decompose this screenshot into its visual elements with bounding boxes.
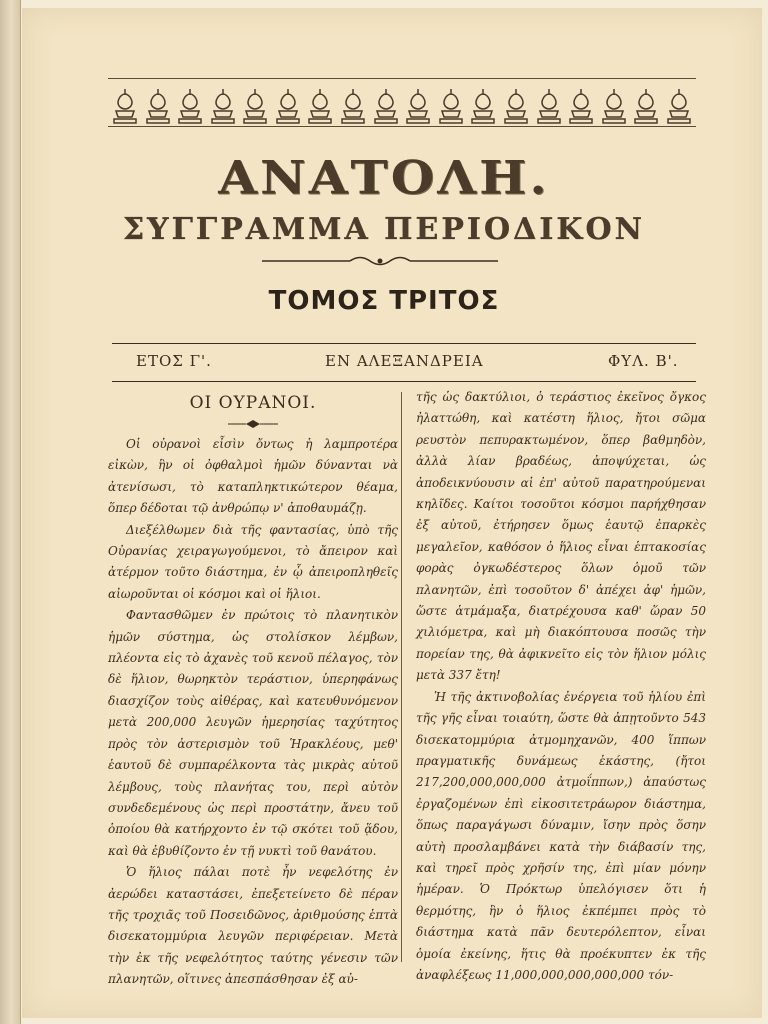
ornament-motif-icon [601,87,627,125]
article-column-left [108,434,398,991]
ornament-motif-icon [405,87,431,125]
ornament-motif-icon [145,87,171,125]
ornament-motif-icon [242,87,268,125]
bottom-ornament-rule [108,126,696,127]
ornament-motif-icon [340,87,366,125]
ornament-motif-icon [633,87,659,125]
ornament-motif-icon [438,87,464,125]
issue-year: ΕΤΟΣ Γ'. [136,352,212,370]
ornament-motif-icon [275,87,301,125]
article-paragraph: τῆς ὡς δακτύλιοι, ὁ τεράστιος ἐκεῖνος ὄγκος ἠλαττώθη, καὶ κατέστη ἥλιος, ἤτοι σῶμα ρευστὸν πεπυρακτωμένον, ὅπερ βαθμηδὸν, ἀλλὰ λίαν βραδέως, ἀποψύχεται, ὡς ἀποδεικνύουσιν αἱ ἐπ' αὐτοῦ παρατηρούμεναι κηλῖδες. Καίτοι τοσοῦτοι κόσμοι παρήχθησαν ἐξ αὐτοῦ, ἐτήρησεν ὅμως ἑαυτῷ ἐπαρκὲς μεγαλεῖον, καθόσον ὁ ἥλιος εἶναι ἑπτακοσίας φορὰς ὀγκωδέστερος ὅλων ὁμοῦ τῶν πλανητῶν, ἐπὶ τοσοῦτον δ' ἀπέχει ἀφ' ἡμῶν, ὥστε ἁτμάμαξα, διατρέχουσα καθ' ὥραν 50 χιλιόμετρα, καὶ μὴ διακόπτουσα ποσῶς τὴν πορείαν της, θὰ ἀφικνεῖτο εἰς τὸν ἥλιον μόλις μετὰ 337 ἔτη! [416,390,706,683]
journal-subtitle: ΣΥΓΓΡΑΜΜΑ ΠΕΡΙΟΔΙΚΟΝ [122,212,646,247]
info-top-rule [112,343,696,344]
column-divider [401,392,402,962]
ornament-motif-icon [112,87,138,125]
ornament-motif-icon [210,87,236,125]
ornament-motif-icon [568,87,594,125]
ornament-motif-icon [177,87,203,125]
article-paragraph: Φαντασθῶμεν ἐν πρώτοις τὸ πλανητικὸν ἡμῶν σύστημα, ὡς στολίσκον λέμβων, πλέοντα εἰς τὸ ἀχανὲς τοῦ κενοῦ πέλαγος, τὸν δὲ ἥλιον, θωρηκτὸν τεράστιον, ὑπερηφάνως διασχίζον τοὺς αἰθέρας, καὶ κατευθυνόμενον μετὰ 200,000 λευγῶν ἡμερησίας ταχύτητος πρὸς τὸν ἀστερισμὸν τοῦ Ἡρακλέους, μεθ' ἑαυτοῦ δὲ συμπαρέλκοντα τὰς μικρὰς αὐτοῦ λέμβους, τοὺς πλανήτας του, περὶ αὐτὸν συνδεδεμένους ὡς περὶ προστάτην, ἄνευ τοῦ ὁποίου θὰ κατήρχοντο ἐν τῷ σκότει τοῦ ᾅδου, καὶ θὰ ἐβυθίζοντο ἐν τῇ νυκτὶ τοῦ θανάτου. [108,608,398,858]
title-ornament-icon [228,420,278,428]
ornament-motif-icon [536,87,562,125]
journal-title: ΑΝΑΤΟΛΗ. [218,150,550,205]
ornamental-frieze [112,83,692,125]
article-paragraph: Ὁ ἥλιος πάλαι ποτὲ ἦν νεφελότης ἐν ἀερώδει καταστάσει, ἐπεξετείνετο δὲ πέραν τῆς τροχιᾶς τοῦ Ποσειδῶνος, ἀριθμούσης ἑπτὰ δισεκατομμύρια λευγῶν περιφέρειαν. Μετὰ τὴν ἐκ τῆς νεφελότητος ταύτης γένεσιν τῶν πλανητῶν, οἵτινες ἀπεσπάσθησαν ἐξ αὐ- [108,865,398,987]
ornament-motif-icon [307,87,333,125]
article-title: ΟΙ ΟΥΡΑΝΟΙ. [189,393,317,413]
volume-label: ΤΟΜΟΣ ΤΡΙΤΟΣ [268,286,500,316]
top-ornament-rule [108,78,696,79]
article-paragraph: Οἱ οὐρανοὶ εἶσὶν ὄντως ἡ λαμπροτέρα εἰκὼν, ἣν οἱ ὀφθαλμοὶ ἡμῶν δύνανται νὰ ἀτενίσωσι, τὸ καταπληκτικώτερον θέαμα, ὅπερ δέδοται τῷ ἀνθρώπῳ ν' ἀποθαυμάζῃ. [108,437,398,516]
ornament-motif-icon [503,87,529,125]
article-paragraph: Διεξέλθωμεν διὰ τῆς φαντασίας, ὑπὸ τῆς Οὐρανίας χειραγωγούμενοι, τὸ ἄπειρον καὶ ἀτέρμον τοῦτο διάστημα, ἐν ᾧ ἀπειροπληθεῖς αἰωροῦνται οἱ κόσμοι καὶ οἱ ἥλιοι. [108,522,398,601]
issue-place: ΕΝ ΑΛΕΞΑΝΔΡΕΙΑ [325,352,484,370]
article-paragraph: Ἡ τῆς ἀκτινοβολίας ἐνέργεια τοῦ ἡλίου ἐπὶ τῆς γῆς εἶναι τοιαύτη, ὥστε θὰ ἀπῃτοῦντο 543 δισεκατομμύρια ἀτμομηχανῶν, 400 ἵππων πραγματικῆς δυνάμεως ἑκάστης, (ἤτοι 217,200,000,000,000 ἀτμοΐππων,) ἀπαύστως ἐργαζομένων ἐπὶ εἰκοσιτετράωρον διάστημα, ὅπως παραγάγωσι δύναμιν, ἴσην πρὸς ὅσην αὐτὴ προσλαμβάνει κατὰ τὴν διάβασίν της, καὶ τηρεῖ πρὸς χρῆσίν της, ἐπὶ μίαν μόνην ἡμέραν. Ὁ Πρόκτωρ ὑπελόγισεν ὅτι ἡ θερμότης, ἣν ὁ ἥλιος ἐκπέμπει πρὸς τὸ διάστημα κατὰ πᾶν δευτερόλεπτον, εἶναι ὁμοία ἐκείνης, ἥτις θὰ προέκυπτεν ἐκ τῆς ἀναφλέξεως 11,000,000,000,000,000 τόν- [416,689,706,982]
ornament-motif-icon [666,87,692,125]
ornament-motif-icon [373,87,399,125]
info-bottom-rule [112,381,696,382]
swash-divider-icon [262,254,498,268]
ornament-motif-icon [470,87,496,125]
article-column-right [416,387,706,986]
issue-number: ΦΥΛ. Β'. [608,352,679,370]
